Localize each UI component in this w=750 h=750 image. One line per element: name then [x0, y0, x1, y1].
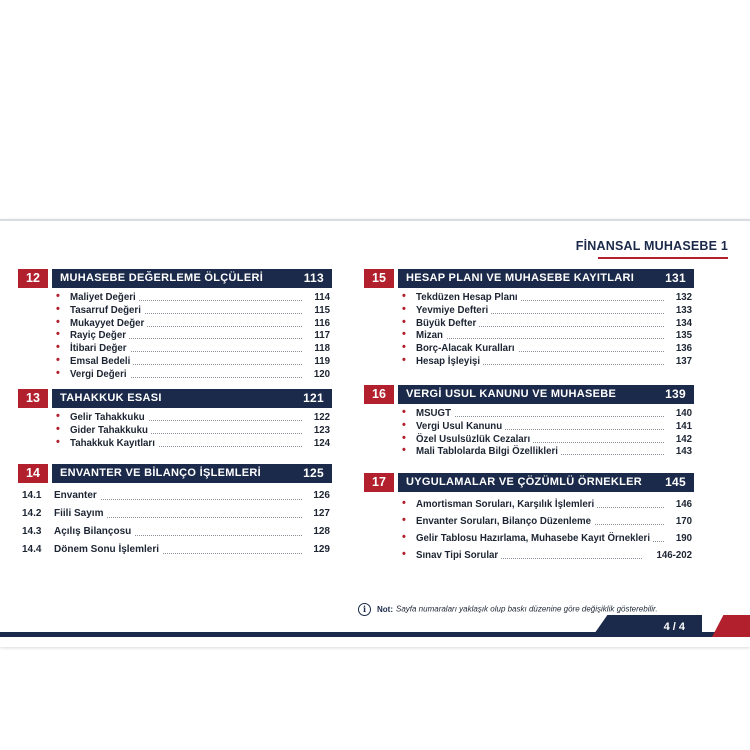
section-page: 139	[665, 387, 686, 401]
toc-item[interactable]: 14.4 Dönem Sonu İşlemleri 129	[22, 544, 330, 555]
section-title: ENVANTER VE BİLANÇO İŞLEMLERİ	[60, 467, 262, 479]
bullet-icon: •	[402, 531, 406, 543]
section-title: MUHASEBE DEĞERLEME ÖLÇÜLERİ	[60, 272, 264, 284]
section-header[interactable]	[18, 464, 332, 483]
toc-item[interactable]: • Envanter Soruları, Bilanço Düzenleme 170	[402, 514, 692, 527]
section-number: 17	[364, 473, 394, 492]
title-underline	[598, 257, 728, 259]
section-header[interactable]	[364, 269, 694, 288]
section-title: VERGİ USUL KANUNU VE MUHASEBE	[406, 388, 617, 400]
toc-item[interactable]: • Tasarruf Değeri 115	[56, 302, 330, 316]
footnote: i Not: Sayfa numaraları yaklaşık olup baskı düzenine göre değişiklik gösterebilir.	[358, 603, 658, 616]
section-number: 12	[18, 269, 48, 288]
toc-item[interactable]: • Sınav Tipi Sorular 146-202	[402, 548, 692, 561]
toc-item[interactable]: • Mukayyet Değer 116	[56, 315, 330, 329]
toc-item[interactable]: • Vergi Değeri 120	[56, 366, 330, 380]
section-number: 15	[364, 269, 394, 288]
toc-item[interactable]: • Özel Usulsüzlük Cezaları 142	[402, 431, 692, 445]
section-title: UYGULAMALAR VE ÇÖZÜMLÜ ÖRNEKLER	[406, 476, 643, 488]
toc-item[interactable]: • Mizan 135	[402, 328, 692, 342]
section-page: 131	[665, 271, 686, 285]
dot-leader	[416, 338, 664, 339]
bullet-icon: •	[56, 435, 60, 448]
toc-item[interactable]: • Hesap İşleyişi 137	[402, 353, 692, 367]
toc-item[interactable]: • Mali Tablolarda Bilgi Özellikleri 143	[402, 444, 692, 458]
bullet-icon: •	[56, 366, 60, 379]
toc-item[interactable]: • Gelir Tablosu Hazırlama, Muhasebe Kayıt Örnekleri 190	[402, 531, 692, 544]
section-16	[364, 385, 694, 458]
section-number: 13	[18, 389, 48, 408]
item-number: 14.2	[22, 508, 42, 519]
toc-item[interactable]: • Gelir Tahakkuku 122	[56, 410, 330, 423]
section-page: 125	[303, 466, 324, 480]
section-header[interactable]	[364, 473, 694, 492]
section-page: 121	[303, 391, 324, 405]
toc-item[interactable]: • Maliyet Değeri 114	[56, 290, 330, 303]
bullet-icon: •	[56, 410, 60, 422]
bullet-icon: •	[402, 514, 406, 526]
info-icon: i	[358, 603, 371, 616]
bullet-icon: •	[402, 315, 406, 328]
bullet-icon: •	[402, 302, 406, 315]
toc-item[interactable]: 14.1 Envanter 126	[22, 490, 330, 501]
toc-item[interactable]: 14.3 Açılış Bilançosu 128	[22, 526, 330, 537]
page-indicator: 4 / 4	[663, 621, 685, 633]
toc-item[interactable]: • Büyük Defter 134	[402, 315, 692, 329]
section-number: 14	[18, 464, 48, 483]
bullet-icon: •	[56, 328, 60, 341]
bullet-icon: •	[402, 444, 406, 457]
bullet-icon: •	[402, 548, 406, 560]
section-15	[364, 269, 694, 368]
bullet-icon: •	[402, 353, 406, 366]
bullet-icon: •	[402, 341, 406, 354]
bullet-icon: •	[402, 290, 406, 302]
section-13	[18, 389, 332, 449]
section-title: HESAP PLANI VE MUHASEBE KAYITLARI	[406, 272, 635, 284]
bullet-icon: •	[402, 328, 406, 341]
toc-item[interactable]: • Emsal Bedeli 119	[56, 353, 330, 367]
item-number: 14.1	[22, 490, 42, 501]
toc-item[interactable]: • Gider Tahakkuku 123	[56, 422, 330, 436]
bullet-icon: •	[56, 341, 60, 354]
bullet-icon: •	[56, 422, 60, 435]
toc-item[interactable]: • Borç-Alacak Kuralları 136	[402, 341, 692, 355]
bullet-icon: •	[402, 418, 406, 431]
section-page: 145	[665, 475, 686, 489]
toc-item[interactable]: • Yevmiye Defteri 133	[402, 302, 692, 316]
item-number: 14.3	[22, 526, 42, 537]
toc-item[interactable]: • Tekdüzen Hesap Planı 132	[402, 290, 692, 303]
toc-page	[0, 219, 750, 647]
bullet-icon: •	[56, 315, 60, 328]
toc-item[interactable]: • Tahakkuk Kayıtları 124	[56, 435, 330, 449]
bullet-icon: •	[402, 431, 406, 444]
footer-tab	[592, 615, 702, 637]
toc-item[interactable]: • Rayiç Değer 117	[56, 328, 330, 342]
section-17	[364, 473, 694, 566]
toc-item[interactable]: • MSUGT 140	[402, 406, 692, 419]
toc-item[interactable]: • Vergi Usul Kanunu 141	[402, 418, 692, 432]
section-page: 113	[303, 271, 324, 285]
section-header[interactable]	[18, 269, 332, 288]
section-header[interactable]	[364, 385, 694, 404]
bullet-icon: •	[56, 290, 60, 302]
toc-item[interactable]: 14.2 Fiili Sayım 127	[22, 508, 330, 519]
section-12	[18, 269, 332, 381]
item-number: 14.4	[22, 544, 42, 555]
bullet-icon: •	[56, 302, 60, 315]
bullet-icon: •	[56, 353, 60, 366]
bullet-icon: •	[402, 406, 406, 418]
bullet-icon: •	[402, 497, 406, 509]
section-header[interactable]	[18, 389, 332, 408]
section-14	[18, 464, 332, 560]
book-title: FİNANSAL MUHASEBE 1	[575, 239, 728, 253]
section-title: TAHAKKUK ESASI	[60, 392, 162, 404]
section-number: 16	[364, 385, 394, 404]
footer-accent	[712, 615, 750, 637]
toc-item[interactable]: • Amortisman Soruları, Karşılık İşlemleri 146	[402, 497, 692, 510]
toc-item[interactable]: • İtibari Değer 118	[56, 341, 330, 355]
